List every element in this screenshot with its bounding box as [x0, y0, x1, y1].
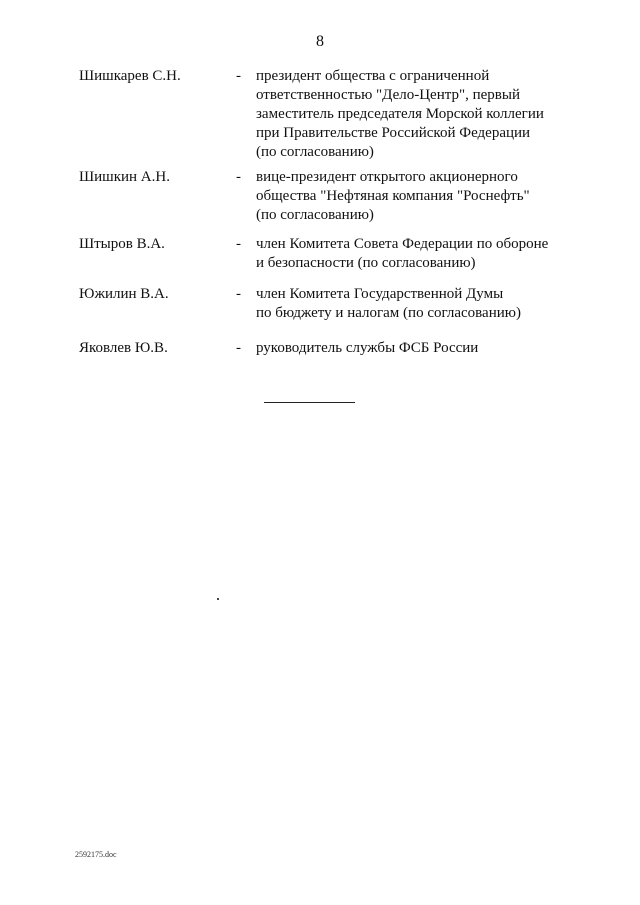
end-of-list-separator [264, 402, 355, 403]
member-name: Южилин В.А. [79, 286, 169, 302]
footer-filename: 2592175.doc [75, 850, 117, 859]
description-line: при Правительстве Российской Федерации [256, 125, 531, 141]
entry-dash: - [236, 169, 241, 185]
description-line: член Комитета Государственной Думы [256, 286, 504, 302]
description-line: президент общества с ограниченной [256, 68, 490, 84]
entry-dash: - [236, 340, 241, 356]
member-name: Шишкарев С.Н. [79, 68, 181, 84]
description-line: общества "Нефтяная компания "Роснефть" [256, 188, 530, 204]
description-line: ответственностью "Дело-Центр", первый [256, 87, 520, 103]
scan-dot-mark [217, 598, 219, 600]
description-line: и безопасности (по согласованию) [256, 255, 476, 271]
entry-dash: - [236, 236, 241, 252]
description-line: вице-президент открытого акционерного [256, 169, 518, 185]
member-description [256, 168, 576, 225]
description-line: (по согласованию) [256, 207, 374, 223]
entry-dash: - [236, 286, 241, 302]
member-name: Яковлев Ю.В. [79, 340, 168, 356]
description-line: заместитель председателя Морской коллегии [256, 106, 544, 122]
description-line: по бюджету и налогам (по согласованию) [256, 305, 521, 321]
member-description [256, 339, 576, 358]
page-number: 8 [316, 33, 324, 50]
member-name: Штыров В.А. [79, 236, 165, 252]
member-description [256, 285, 576, 323]
member-name: Шишкин А.Н. [79, 169, 170, 185]
member-description [256, 67, 576, 162]
entry-dash: - [236, 68, 241, 84]
description-line: (по согласованию) [256, 144, 374, 160]
member-description [256, 235, 576, 273]
description-line: руководитель службы ФСБ России [256, 340, 479, 356]
description-line: член Комитета Совета Федерации по обороне [256, 236, 549, 252]
